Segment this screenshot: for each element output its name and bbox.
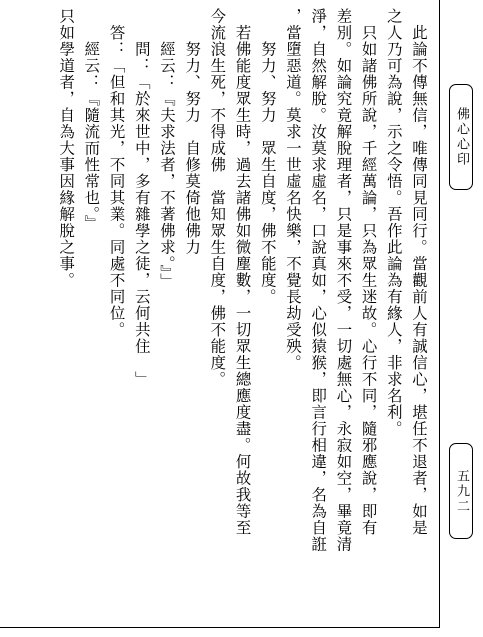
text-column: 此論不傳無信，唯傳同見同行。當觀前人有誠信心，堪任不退者，如是 (410, 8, 428, 536)
text-column: 努力、努力 自修莫倚他佛力 (183, 8, 202, 256)
text-column: ，當墮惡道。莫求一世虛名快樂，不覺長劫受殃。 (283, 8, 302, 371)
text-column: 只如學道者，自為大事因緣解脫之事。 (57, 8, 76, 289)
text-column: 之人乃可為說，示之令悟。吾作此論為有緣人，非求名利。 (384, 8, 403, 437)
page-number-tab: 五九二 (449, 443, 473, 539)
book-title-tab: 佛心心印 (449, 84, 473, 190)
text-column: 答：「但和其光，不同其業。同處不同位。 (107, 8, 126, 338)
text-column: 努力、努力 眾生自度，佛不能度。 (258, 8, 277, 305)
text-column: 差別。如論究竟解脫理者，只是事來不受，一切處無心，永寂如空，畢竟清 (334, 8, 353, 553)
text-column: 今流浪生死，不得成佛 當知眾生自度，佛不能度。 (208, 8, 227, 388)
text-column: 只如諸佛所說，千經萬論，只為眾生迷故。心行不同，隨邪應說，即有 (359, 8, 378, 536)
text-column: 若佛能度眾生時，過去諸佛如微塵數，一切眾生總應度盡。何故我等至 (233, 8, 252, 536)
text-column: 經云：『夫求法者，不著佛求。』」 (157, 8, 176, 290)
text-column: 淨，自然解脫。汝莫求虛名，口說真如，心似猿猴，即言行相違，名為自誑 (309, 8, 328, 553)
text-column: 經云：『隨流而性常也。』 (82, 8, 101, 232)
vertical-text-body (53, 8, 431, 620)
text-column: 問：「於來世中，多有雜學之徒，云何共住 」 (132, 8, 151, 388)
